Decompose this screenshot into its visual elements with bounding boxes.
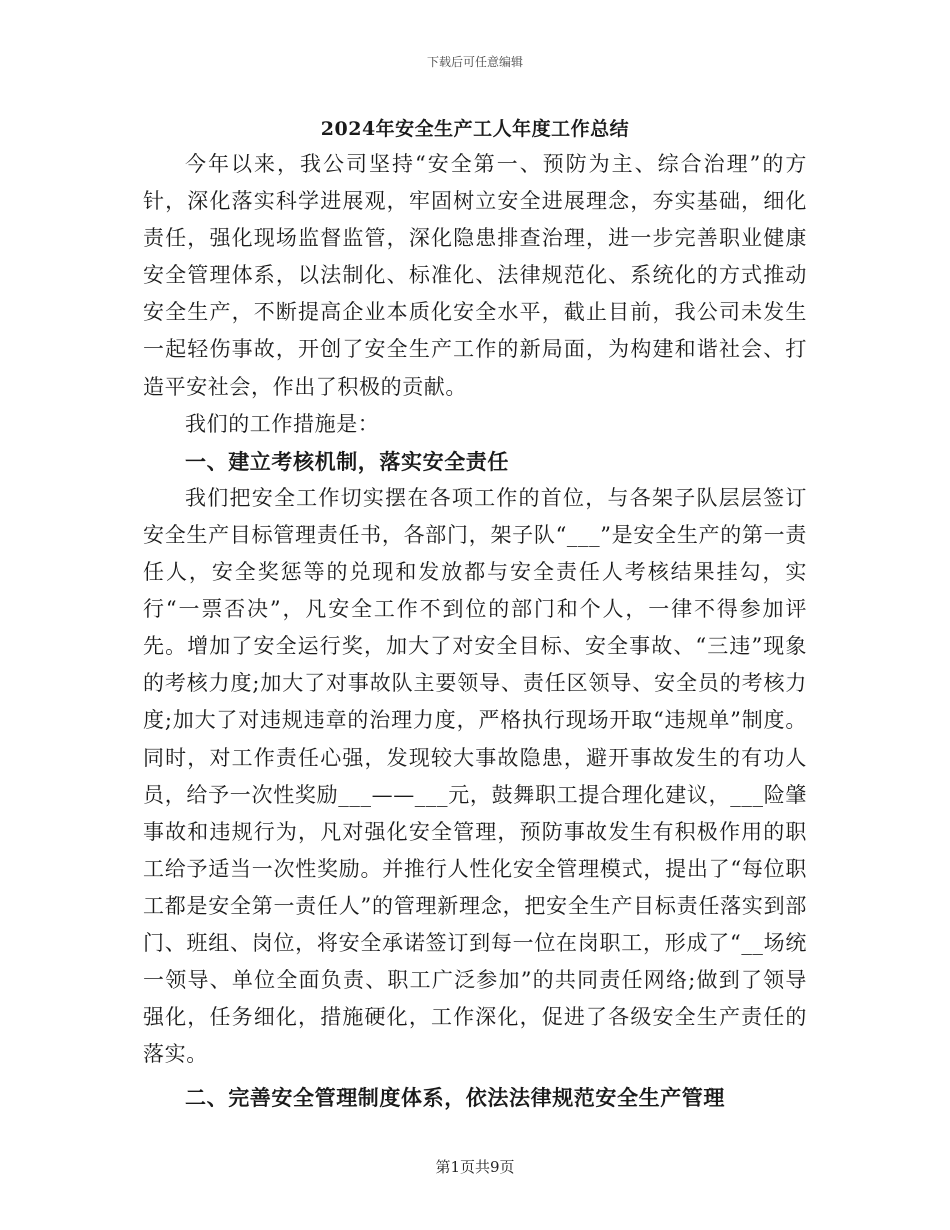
paragraph-section-1: 我们把安全工作切实摆在各项工作的首位，与各架子队层层签订安全生产目标管理责任书，各部门，架子队“___”是安全生产的第一责任人，安全奖惩等的兑现和发放都与安全责任人考核结果挂勾，实行“一票否决”，凡安全工作不到位的部门和个人，一律不得参加评先。增加了安全运行奖，加大了对安全目标、安全事故、“三违”现象的考核力度;加大了对事故队主要领导、责任区领导、安全员的考核力度;加大了对违规违章的治理力度，严格执行现场开取“违规单”制度。同时，对工作责任心强，发现较大事故隐患，避开事故发生的有功人员，给予一次性奖励___——___元，鼓舞职工提合理化建议，___险肇事故和违规行为，凡对强化安全管理，预防事故发生有积极作用的职工给予适当一次性奖励。并推行人性化安全管理模式，提出了“每位职工都是安全第一责任人”的管理新理念，把安全生产目标责任落实到部门、班组、岗位，将安全承诺签订到每一位在岗职工，形成了“__场统一领导、单位全面负责、职工广泛参加”的共同责任网络;做到了领导强化，任务细化，措施硬化，工作深化，促进了各级安全生产责任的落实。 bbox=[143, 485, 807, 1067]
paragraph-intro: 今年以来，我公司坚持“安全第一、预防为主、综合治理”的方针，深化落实科学进展观，牢固树立安全进展理念，夯实基础，细化责任，强化现场监督监管，深化隐患排查治理，进一步完善职业健康安全管理体系，以法制化、标准化、法律规范化、系统化的方式推动安全生产，不断提高企业本质化安全水平，截止目前，我公司未发生一起轻伤事故，开创了安全生产工作的新局面，为构建和谐社会、打造平安社会，作出了积极的贡献。 bbox=[143, 152, 807, 399]
document-body bbox=[143, 146, 807, 1116]
page-number: 第1页共9页 bbox=[435, 1158, 515, 1176]
section-heading-2: 二、完善安全管理制度体系，依法法律规范安全生产管理 bbox=[185, 1085, 725, 1111]
paragraph-measures-intro: 我们的工作措施是： bbox=[185, 411, 380, 436]
section-heading-1: 一、建立考核机制，落实安全责任 bbox=[185, 448, 509, 474]
document-title: 2024年安全生产工人年度工作总结 bbox=[320, 118, 630, 140]
header-note: 下载后可任意编辑 bbox=[426, 55, 523, 69]
